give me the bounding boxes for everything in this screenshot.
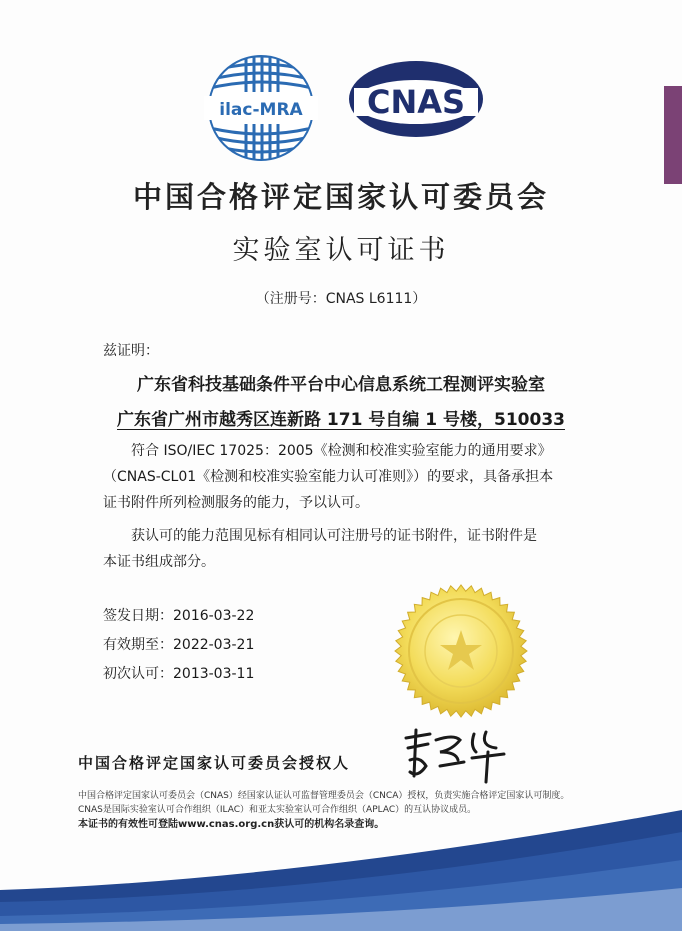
certificate-dates [103,602,254,689]
ilac-mra-logo [202,52,320,164]
gold-seal-icon [392,582,530,720]
organization-name: 广东省科技基础条件平台中心信息系统工程测评实验室 [137,375,545,395]
certificate-title: 实验室认可证书 [232,235,450,266]
scope-line: 本证书组成部分。 [103,554,215,570]
statement-line: 符合 ISO/IEC 17025：2005《检测和校准实验室能力的通用要求》 [131,443,552,459]
cnas-logo-text: CNAS [366,83,466,121]
certification-statement [103,438,598,516]
expiry-date: 有效期至：2022-03-21 [103,637,255,653]
edge-color-tab [664,86,682,184]
statement-line: （CNAS-CL01《检测和校准实验室能力认可准则》）的要求，具备承担本 [103,469,554,485]
statement-line: 证书附件所列检测服务的能力，予以认可。 [103,495,369,511]
handwritten-signature [400,726,510,784]
initial-accreditation-date: 初次认可：2013-03-11 [103,666,255,682]
footer-note-cnas: 中国合格评定国家认可委员会（CNAS）经国家认证认可监督管理委员会（CNCA）授权，负责实施合格评定国家认可制度。 [78,791,570,801]
organization-address: 广东省广州市越秀区连新路 171 号自编 1 号楼，510033 [117,410,565,430]
footer-note-verification: 本证书的有效性可登陆www.cnas.org.cn获认可的机构名录查询。 [78,819,385,830]
hereby-certify-label: 兹证明： [103,343,159,359]
scope-line: 获认可的能力范围见标有相同认可注册号的证书附件，证书附件是 [131,528,537,544]
scope-statement [103,523,598,575]
authorized-signatory-label: 中国合格评定国家认可委员会授权人 [78,754,351,772]
issue-date: 签发日期：2016-03-22 [103,608,255,624]
ilac-logo-text: ilac-MRA [219,100,303,120]
committee-title: 中国合格评定国家认可委员会 [132,180,549,214]
footer-note-ilac: CNAS是国际实验室认可合作组织（ILAC）和亚太实验室认可合作组织（APLAC）的互认协议成员。 [78,805,477,815]
registration-number: （注册号：CNAS L6111） [255,291,427,307]
cnas-logo [346,58,486,140]
